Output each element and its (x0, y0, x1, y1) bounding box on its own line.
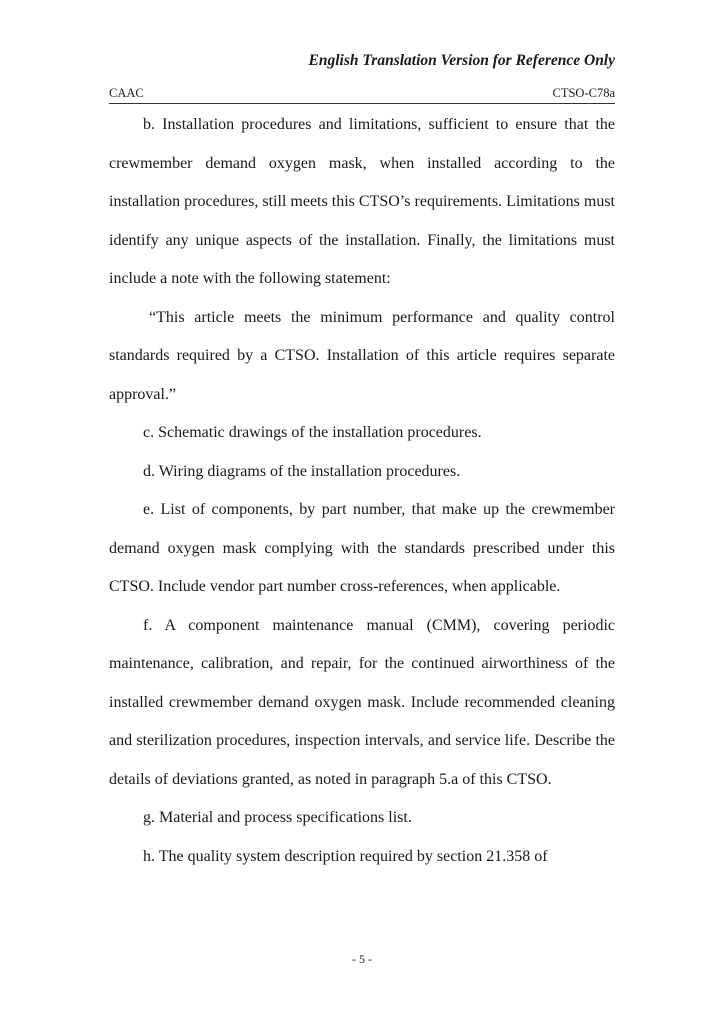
document-body (109, 106, 615, 876)
paragraph-g: g. Material and process specifications list. (143, 809, 412, 826)
translation-note: English Translation Version for Reference Only (308, 52, 615, 69)
paragraph-quote: “This article meets the minimum performance and quality control standards required by a CTSO. Installation of this article requires separate approval.” (109, 308, 615, 403)
header-document-id: CTSO-C78a (552, 86, 615, 100)
paragraph-f: f. A component maintenance manual (CMM), covering periodic maintenance, calibration, and repair, for the continued airworthiness of the installed crewmember demand oxygen mask. Include recommended cleaning and sterilization procedures, inspection intervals, and service life. Describe the details of deviations granted, as noted in paragraph 5.a of this CTSO. (109, 616, 615, 788)
page-number: - 5 - (352, 952, 372, 966)
header-organization: CAAC (109, 86, 144, 100)
paragraph-d: d. Wiring diagrams of the installation procedures. (143, 462, 461, 480)
paragraph-h: h. The quality system description required by section 21.358 of (143, 847, 548, 865)
page-header (109, 86, 615, 104)
paragraph-c: c. Schematic drawings of the installation procedures. (143, 424, 482, 441)
paragraph-b: b. Installation procedures and limitations, sufficient to ensure that the crewmember demand oxygen mask, when installed according to the installation procedures, still meets this CTSO’s requirements. Limitations must identify any unique aspects of the installation. Finally, the limitations must include a note with the following statement: (109, 116, 615, 287)
paragraph-e: e. List of components, by part number, that make up the crewmember demand oxygen mask complying with the standards prescribed under this CTSO. Include vendor part number cross-references, when applicable. (109, 501, 615, 595)
